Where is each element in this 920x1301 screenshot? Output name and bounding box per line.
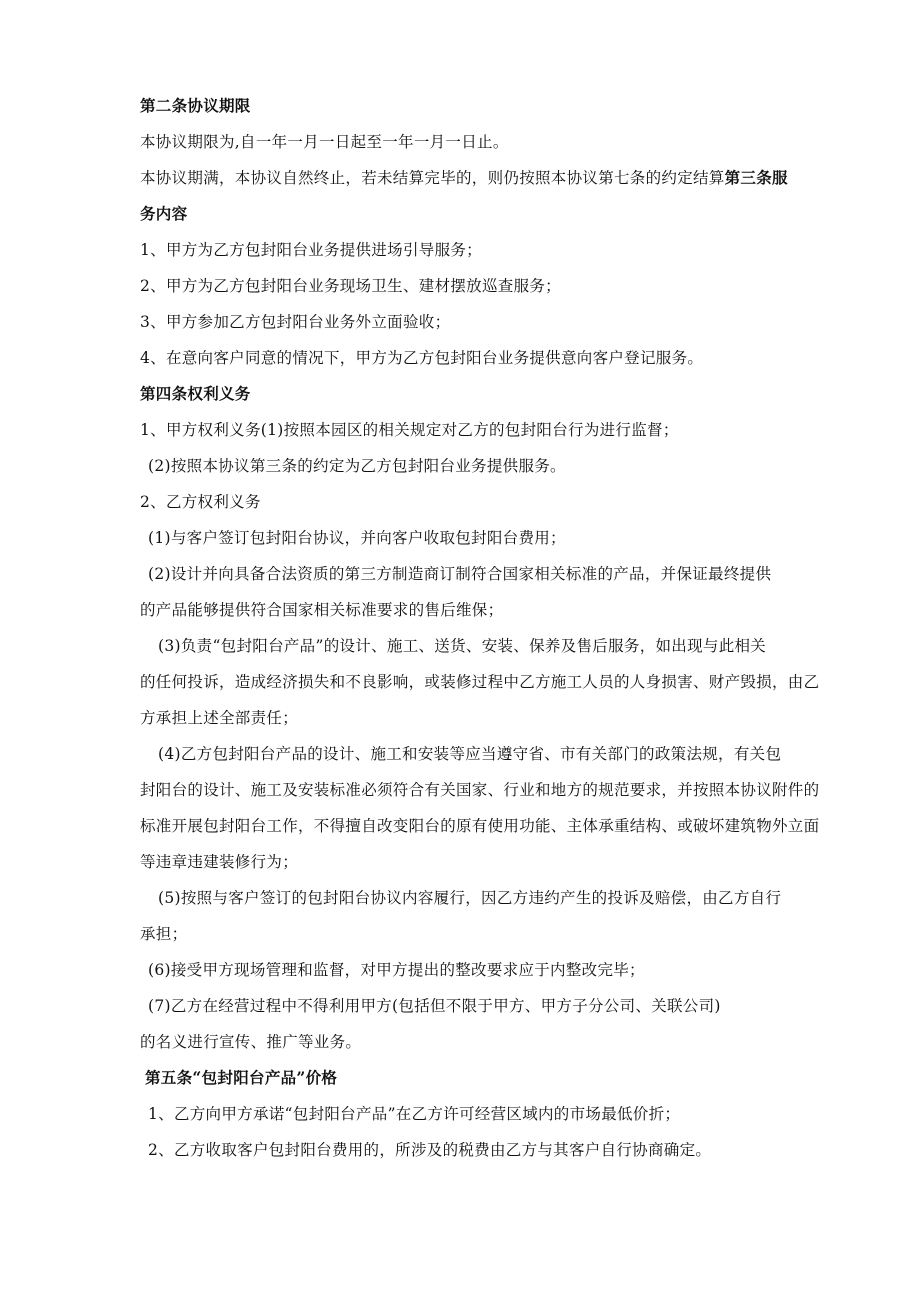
- article2-expiry: [140, 160, 790, 196]
- party-b-item-7-line-2: 的名义进行宣传、推广等业务。: [140, 1033, 362, 1051]
- party-b-item-3-line-1: (3)负责“包封阳台产品”的设计、施工、送货、安装、保养及售后服务，如出现与此相关: [158, 637, 767, 655]
- party-b-item-4-line-3: 标准开展包封阳台工作，不得擅自改变阳台的原有使用功能、主体承重结构、或破坏建筑物外立面: [140, 817, 820, 835]
- article5-title: 第五条“包封阳台产品”价格: [145, 1068, 338, 1087]
- article3-title-part2: 务内容: [140, 204, 188, 223]
- article4-title: 第四条权利义务: [140, 384, 251, 403]
- article3-item-3: 3、甲方参加乙方包封阳台业务外立面验收；: [140, 313, 451, 331]
- article3-item-1: 1、甲方为乙方包封阳台业务提供进场引导服务；: [140, 241, 482, 259]
- document-body: [140, 88, 820, 1168]
- party-b-item-2-line-1: (2)设计并向具备合法资质的第三方制造商订制符合国家相关标准的产品，并保证最终提供: [148, 565, 772, 583]
- party-b-item-4-line-2: 封阳台的设计、施工及安装标准必须符合有关国家、行业和地方的规范要求，并按照本协议附件的: [140, 781, 820, 799]
- party-b-item-6: (6)接受甲方现场管理和监督，对甲方提出的整改要求应于内整改完毕；: [148, 961, 645, 979]
- party-b-item-4-line-1: (4)乙方包封阳台产品的设计、施工和安装等应当遵守省、市有关部门的政策法规，有关包: [158, 745, 782, 763]
- article5-item-2: 2、乙方收取客户包封阳台费用的，所涉及的税费由乙方与其客户自行协商确定。: [148, 1141, 712, 1159]
- article2-period: 本协议期限为,自一年一月一日起至一年一月一日止。: [140, 133, 509, 151]
- party-b-item-3-line-2: 的任何投诉，造成经济损失和不良影响，或装修过程中乙方施工人员的人身损害、财产毁损，由乙: [140, 673, 820, 691]
- party-b-item-5-line-2: 承担；: [140, 925, 188, 943]
- party-b-item-5-line-1: (5)按照与客户签订的包封阳台协议内容履行，因乙方违约产生的投诉及赔偿，由乙方自行: [158, 889, 782, 907]
- party-b-item-7-line-1: (7)乙方在经营过程中不得利用甲方(包括但不限于甲方、甲方子分公司、关联公司): [148, 997, 721, 1015]
- party-b-item-4-line-4: 等违章违建装修行为；: [140, 853, 299, 871]
- article2-title: 第二条协议期限: [140, 96, 251, 115]
- party-b-title: 2、乙方权利义务: [140, 493, 261, 511]
- article3-item-4: 4、在意向客户同意的情况下，甲方为乙方包封阳台业务提供意向客户登记服务。: [140, 349, 704, 367]
- party-b-item-3-line-3: 方承担上述全部责任；: [140, 709, 299, 727]
- party-a-line-1: 1、甲方权利义务(1)按照本园区的相关规定对乙方的包封阳台行为进行监督；: [140, 421, 679, 439]
- article5-item-1: 1、乙方向甲方承诺“包封阳台产品”在乙方许可经营区域内的市场最低价折；: [148, 1105, 681, 1123]
- party-b-item-1: (1)与客户签订包封阳台协议，并向客户收取包封阳台费用；: [148, 529, 566, 547]
- party-a-line-2: (2)按照本协议第三条的约定为乙方包封阳台业务提供服务。: [148, 457, 566, 475]
- article3-title-part1: 第三条服: [724, 168, 788, 187]
- party-b-item-2-line-2: 的产品能够提供符合国家相关标准要求的售后维保；: [140, 601, 504, 619]
- article3-item-2: 2、甲方为乙方包封阳台业务现场卫生、建材摆放巡查服务；: [140, 277, 561, 295]
- article2-expiry-text: 本协议期满，本协议自然终止，若未结算完毕的，则仍按照本协议第七条的约定结算: [140, 169, 725, 187]
